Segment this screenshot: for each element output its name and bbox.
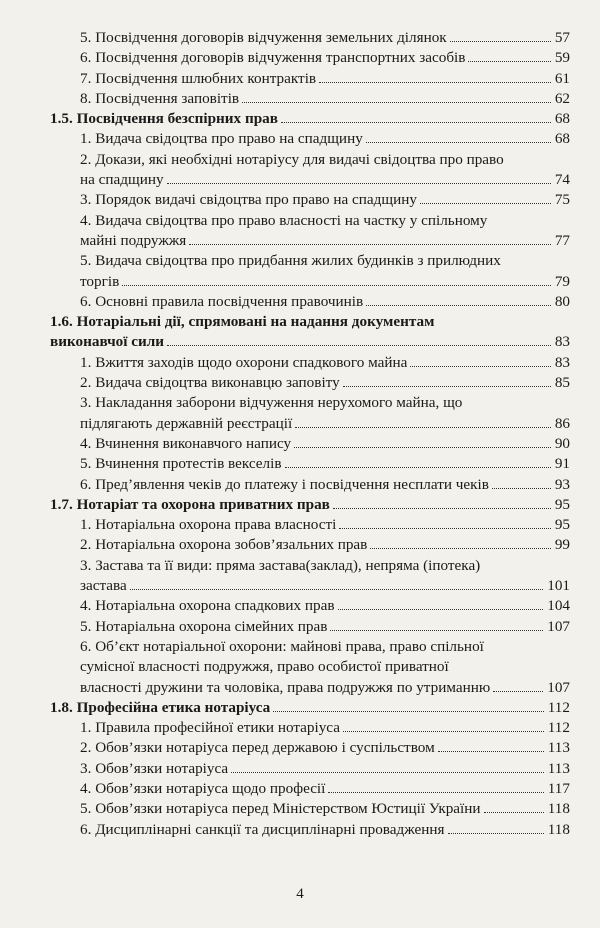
- toc-entry: [80, 211, 570, 252]
- toc-entry-title: майні подружжя: [80, 231, 187, 249]
- toc-page-number: 62: [554, 89, 570, 107]
- toc-entry-line: [80, 535, 570, 555]
- toc-section-heading: [50, 312, 570, 353]
- toc-entry-title: 2. Видача свідоцтва виконавцю заповіту: [80, 374, 340, 392]
- toc-entry-title: 3. Порядок видачі свідоцтва про право на спадщину: [80, 191, 417, 209]
- toc-page-number: 86: [554, 414, 570, 432]
- toc-entry-title: 1. Вжиття заходів щодо охорони спадкового майна: [80, 353, 408, 371]
- dot-leader: [343, 386, 551, 387]
- toc-entry-line: [50, 332, 570, 352]
- toc-entry: [80, 292, 570, 312]
- dot-leader: [343, 731, 544, 732]
- toc-entry-title: 6. Пред’явлення чеків до платежу і посвідчення несплати чеків: [80, 475, 489, 493]
- toc-page-number: 113: [547, 739, 570, 757]
- dot-leader: [328, 792, 543, 793]
- toc-page-number: 99: [554, 536, 570, 554]
- dot-leader: [231, 772, 544, 773]
- toc-entry: [80, 799, 570, 819]
- toc-entry-line: [80, 718, 570, 738]
- toc-entry-line: [80, 820, 570, 840]
- toc-entry-line: [80, 779, 570, 799]
- toc-entry-title: 7. Посвідчення шлюбних контрактів: [80, 69, 317, 87]
- toc-entry-title: 5. Нотаріальна охорона сімейних прав: [80, 617, 328, 635]
- toc-entry: [80, 129, 570, 149]
- toc-entry-title: 6. Дисциплінарні санкції та дисциплінарні провадження: [80, 820, 445, 838]
- toc-entry-line: [80, 475, 570, 495]
- dot-leader: [273, 711, 544, 712]
- page-number-footer: 4: [296, 886, 304, 902]
- toc-entry-title: 2. Нотаріальна охорона зобов’язальних прав: [80, 536, 368, 554]
- dot-leader: [319, 82, 551, 83]
- toc-entry-title: 1.5. Посвідчення безспірних прав: [50, 110, 278, 128]
- toc-entry: [80, 738, 570, 758]
- toc-entry: [80, 820, 570, 840]
- toc-entry: [80, 535, 570, 555]
- toc-entry: [80, 251, 570, 292]
- toc-entry-line: [80, 414, 570, 434]
- toc-page-number: 112: [547, 719, 570, 737]
- dot-leader: [285, 467, 551, 468]
- toc-page-number: 118: [547, 820, 570, 838]
- dot-leader: [122, 285, 551, 286]
- toc-entry-line: [80, 231, 570, 251]
- toc-entry-title: 3. Обов’язки нотаріуса: [80, 759, 229, 777]
- toc-entry-text-line: 1.6. Нотаріальні дії, спрямовані на надання документам: [50, 313, 435, 331]
- toc-page-number: 79: [554, 272, 570, 290]
- toc-entry-line: [80, 353, 570, 373]
- toc-page-number: 104: [547, 597, 570, 615]
- toc-entry-title: виконавчої сили: [50, 333, 165, 351]
- toc-page-number: 112: [547, 698, 570, 716]
- toc-entry-line: [80, 28, 570, 48]
- toc-entry: [80, 779, 570, 799]
- toc-section-heading: [50, 109, 570, 129]
- dot-leader: [167, 183, 551, 184]
- toc-page-number: 61: [554, 69, 570, 87]
- toc-entry-line: [80, 576, 570, 596]
- toc-entry-title: 4. Нотаріальна охорона спадкових прав: [80, 597, 335, 615]
- toc-entry-title: 6. Основні правила посвідчення правочинів: [80, 292, 364, 310]
- toc-entry: [80, 69, 570, 89]
- toc-entry-title: 5. Посвідчення договорів відчуження земельних ділянок: [80, 29, 447, 46]
- toc-entry: [80, 393, 570, 434]
- toc-page-number: 101: [547, 577, 570, 595]
- toc-entry: [80, 434, 570, 454]
- toc-entry-title: підлягають державній реєстрації: [80, 414, 293, 432]
- toc-entry-line: [80, 129, 570, 149]
- toc-page-number: 80: [554, 292, 570, 310]
- toc-page-number: 95: [554, 495, 570, 513]
- dot-leader: [294, 447, 551, 448]
- toc-entry-text-line: 4. Видача свідоцтва про право власності на частку у спільному: [80, 211, 488, 229]
- toc-entry-line: [80, 272, 570, 292]
- toc-page-number: 118: [547, 800, 570, 818]
- toc-entry-title: 1.8. Професійна етика нотаріуса: [50, 698, 271, 716]
- toc-entry-title: 4. Обов’язки нотаріуса щодо професії: [80, 779, 326, 797]
- dot-leader: [333, 508, 551, 509]
- toc-entry: [80, 150, 570, 191]
- dot-leader: [410, 366, 550, 367]
- toc-entry-title: 2. Обов’язки нотаріуса перед державою і суспільством: [80, 739, 435, 757]
- toc-page-number: 75: [554, 191, 570, 209]
- toc-entry: [80, 718, 570, 738]
- toc-entry: [80, 617, 570, 637]
- toc-page-number: 57: [554, 29, 570, 46]
- toc-entry-title: 5. Вчинення протестів векселів: [80, 455, 282, 473]
- toc-entry-line: [80, 596, 570, 616]
- toc-entry-title: 8. Посвідчення заповітів: [80, 89, 240, 107]
- toc-entry: [80, 596, 570, 616]
- dot-leader: [339, 528, 550, 529]
- toc-entry-line: [80, 454, 570, 474]
- toc-entry-line: [80, 69, 570, 89]
- dot-leader: [484, 812, 544, 813]
- toc-entry: [80, 637, 570, 698]
- dot-leader: [448, 833, 544, 834]
- dot-leader: [370, 548, 550, 549]
- dot-leader: [330, 630, 543, 631]
- toc-page-number: 83: [554, 333, 570, 351]
- dot-leader: [167, 345, 551, 346]
- toc-entry-text-line: 3. Застава та її види: пряма застава(заклад), непряма (іпотека): [80, 556, 481, 574]
- toc-page-number: 85: [554, 374, 570, 392]
- toc-entry: [80, 28, 570, 48]
- toc-page-number: 59: [554, 49, 570, 67]
- toc-page-number: 95: [554, 516, 570, 534]
- toc-entry-line: [50, 698, 570, 718]
- toc-entry-text-line: 2. Докази, які необхідні нотаріусу для видачі свідоцтва про право: [80, 150, 504, 168]
- dot-leader: [492, 488, 551, 489]
- toc-page-number: 77: [554, 231, 570, 249]
- dot-leader: [295, 427, 551, 428]
- toc-entry-line: [80, 170, 570, 190]
- toc-page-number: 90: [554, 434, 570, 452]
- toc-entry: [80, 454, 570, 474]
- toc-page-number: 113: [547, 759, 570, 777]
- toc-entry-line: [50, 495, 570, 515]
- toc-page-number: 117: [547, 779, 570, 797]
- toc-entry: [80, 556, 570, 597]
- toc-page-number: 83: [554, 353, 570, 371]
- toc-entry-line: [80, 292, 570, 312]
- toc-entry-title: 1. Видача свідоцтва про право на спадщину: [80, 130, 363, 148]
- toc-entry-title: 1. Правила професійної етики нотаріуса: [80, 719, 340, 737]
- dot-leader: [281, 122, 551, 123]
- dot-leader: [438, 751, 544, 752]
- dot-leader: [130, 589, 543, 590]
- toc-entry-line: [80, 515, 570, 535]
- toc-entry-line: [80, 434, 570, 454]
- toc-section-heading: [50, 698, 570, 718]
- dot-leader: [366, 142, 551, 143]
- toc-entry-title: 4. Вчинення виконавчого напису: [80, 434, 292, 452]
- toc-page-number: 74: [554, 171, 570, 189]
- toc-entry-text-line: 5. Видача свідоцтва про придбання жилих будинків з прилюдних: [80, 252, 501, 270]
- toc-entry-title: 5. Обов’язки нотаріуса перед Міністерством Юстиції України: [80, 800, 481, 818]
- dot-leader: [366, 305, 551, 306]
- toc-entry-line: [80, 617, 570, 637]
- dot-leader: [338, 609, 544, 610]
- dot-leader: [493, 691, 543, 692]
- toc-entry: [80, 515, 570, 535]
- dot-leader: [242, 102, 551, 103]
- toc-entry: [80, 190, 570, 210]
- toc-entry-line: [80, 759, 570, 779]
- toc-page-number: 107: [547, 617, 570, 635]
- toc-entry-line: [80, 48, 570, 68]
- table-of-contents: [0, 28, 600, 840]
- dot-leader: [450, 41, 551, 42]
- toc-entry-title: 1. Нотаріальна охорона права власності: [80, 516, 337, 534]
- toc-entry-title: на спадщину: [80, 171, 164, 189]
- toc-entry-line: [50, 109, 570, 129]
- toc-entry-title: торгів: [80, 272, 120, 290]
- toc-entry: [80, 48, 570, 68]
- toc-section-heading: [50, 495, 570, 515]
- dot-leader: [468, 61, 550, 62]
- toc-entry-title: 1.7. Нотаріат та охорона приватних прав: [50, 495, 330, 513]
- toc-entry-title: власності дружини та чоловіка, права подружжя по утриманню: [80, 678, 491, 696]
- toc-entry: [80, 353, 570, 373]
- toc-entry: [80, 475, 570, 495]
- toc-entry-text-line: 6. Об’єкт нотаріальної охорони: майнові права, право спільної: [80, 637, 484, 655]
- toc-entry-line: [80, 89, 570, 109]
- toc-entry: [80, 759, 570, 779]
- dot-leader: [189, 244, 551, 245]
- toc-page-number: 107: [547, 678, 570, 696]
- dot-leader: [420, 203, 551, 204]
- toc-page-number: 68: [554, 110, 570, 128]
- toc-entry-text-line: сумісної власності подружжя, право особистої приватної: [80, 658, 449, 676]
- toc-entry-title: застава: [80, 577, 127, 595]
- toc-entry: [80, 89, 570, 109]
- toc-entry-line: [80, 738, 570, 758]
- toc-page-number: 91: [554, 455, 570, 473]
- toc-page-number: 68: [554, 130, 570, 148]
- toc-entry: [80, 373, 570, 393]
- toc-page-number: 93: [554, 475, 570, 493]
- toc-entry-text-line: 3. Накладання заборони відчуження нерухомого майна, що: [80, 394, 463, 412]
- toc-entry-line: [80, 799, 570, 819]
- toc-entry-title: 6. Посвідчення договорів відчуження транспортних засобів: [80, 49, 466, 67]
- toc-entry-line: [80, 373, 570, 393]
- toc-entry-line: [80, 190, 570, 210]
- toc-entry-line: [80, 678, 570, 698]
